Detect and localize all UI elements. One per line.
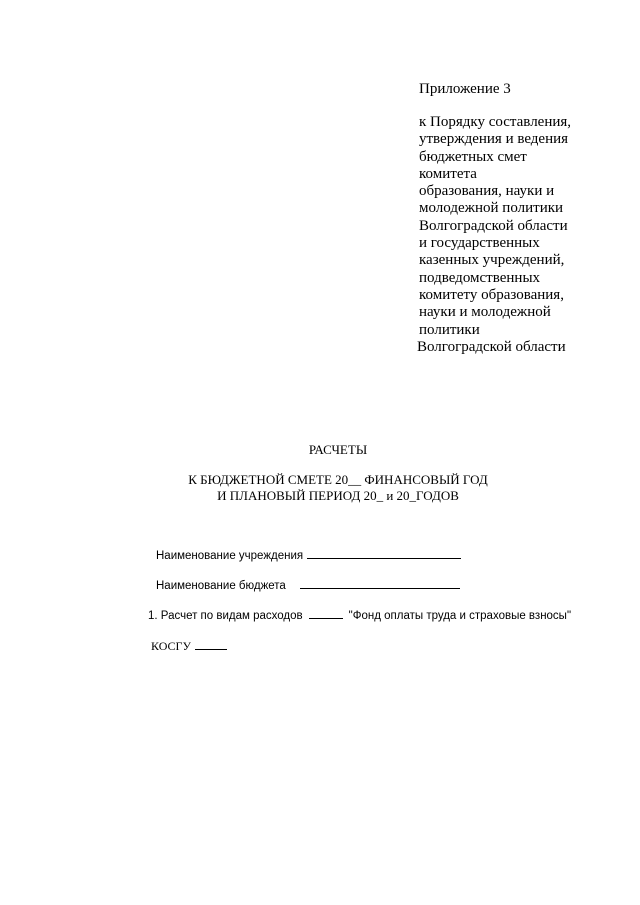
appendix-line: политики xyxy=(419,321,480,338)
document-title: РАСЧЕТЫ xyxy=(308,442,368,457)
institution-name-blank xyxy=(307,547,461,559)
appendix-line: комитета xyxy=(419,165,477,182)
institution-name-row xyxy=(156,547,461,563)
appendix-line: утверждения и ведения xyxy=(419,131,569,148)
appendix-line: науки и молодежной xyxy=(419,304,551,321)
calculation-prefix: 1. Расчет по видам расходов xyxy=(148,610,303,622)
appendix-line: казенных учреждений, xyxy=(419,252,565,269)
appendix-line: Волгоградской области xyxy=(419,217,568,234)
appendix-title: Приложение 3 xyxy=(419,81,511,97)
kosgu-blank xyxy=(195,638,227,650)
institution-name-label: Наименование учреждения xyxy=(156,550,304,562)
appendix-line: образования, науки и xyxy=(419,183,555,200)
document-subtitle-line-1: К БЮДЖЕТНОЙ СМЕТЕ 20__ ФИНАНСОВЫЙ ГОД xyxy=(188,472,488,487)
budget-name-label: Наименование бюджета xyxy=(156,580,286,592)
appendix-line: подведомственных xyxy=(419,269,541,286)
appendix-line: молодежной политики xyxy=(419,200,564,217)
document-subtitle-line-2: И ПЛАНОВЫЙ ПЕРИОД 20_ и 20_ГОДОВ xyxy=(217,488,459,503)
appendix-line: бюджетных смет xyxy=(419,148,527,165)
appendix-line: и государственных xyxy=(419,235,540,252)
calculation-fund-name: "Фонд оплаты труда и страховые взносы" xyxy=(348,610,572,622)
appendix-body xyxy=(419,114,619,356)
expense-type-blank xyxy=(309,607,343,619)
calculation-row xyxy=(148,607,571,623)
kosgu-label: КОСГУ xyxy=(151,639,191,653)
appendix-line: Волгоградской области xyxy=(417,338,566,355)
budget-name-blank xyxy=(300,577,460,589)
appendix-line: комитету образования, xyxy=(419,286,564,303)
budget-name-row xyxy=(156,577,460,593)
kosgu-row xyxy=(151,638,227,653)
appendix-line: к Порядку составления, xyxy=(419,114,572,130)
